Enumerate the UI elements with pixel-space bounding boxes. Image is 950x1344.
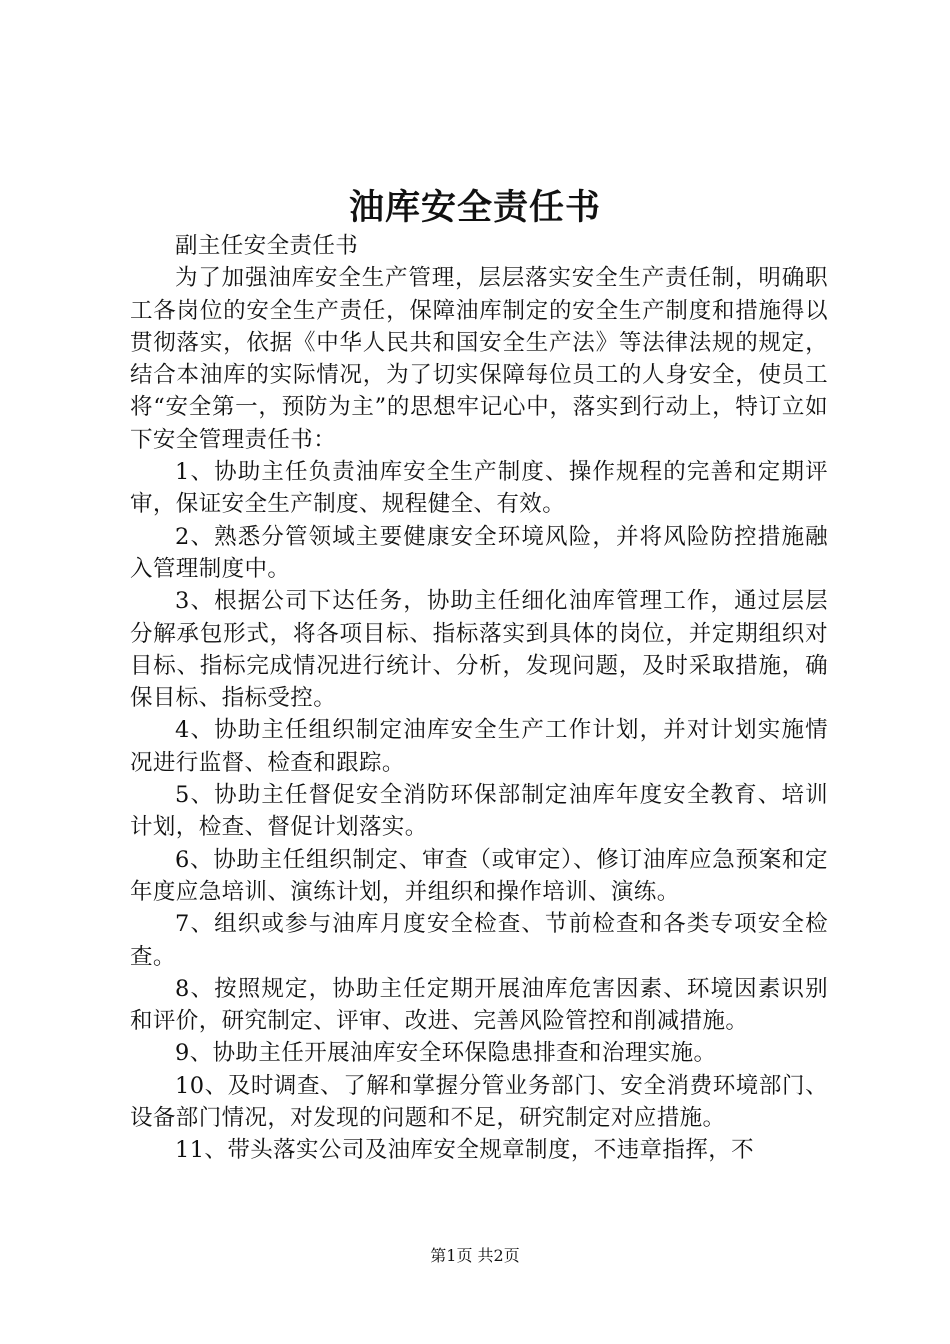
paragraph-item-6: 6、协助主任组织制定、审查（或审定）、修订油库应急预案和定年度应急培训、演练计划，并组织和操作培训、演练。	[130, 846, 828, 905]
paragraph-item-5: 5、协助主任督促安全消防环保部制定油库年度安全教育、培训计划，检查、督促计划落实。	[130, 782, 828, 841]
document-subtitle: 副主任安全责任书	[175, 233, 359, 259]
page-number: 第1页 共2页	[430, 1246, 520, 1265]
paragraph-item-2: 2、熟悉分管领域主要健康安全环境风险，并将风险防控措施融入管理制度中。	[130, 523, 828, 582]
document-title: 油库安全责任书	[348, 187, 601, 228]
paragraph-item-1: 1、协助主任负责油库安全生产制度、操作规程的完善和定期评审，保证安全生产制度、规程健全、有效。	[130, 459, 828, 518]
paragraph-item-7: 7、组织或参与油库月度安全检查、节前检查和各类专项安全检查。	[130, 911, 828, 970]
paragraph-item-11: 11、带头落实公司及油库安全规章制度，不违章指挥，不	[175, 1137, 755, 1164]
paragraph-item-3: 3、根据公司下达任务，协助主任细化油库管理工作，通过层层分解承包形式，将各项目标、指标落实到具体的岗位，并定期组织对目标、指标完成情况进行统计、分析，发现问题，及时采取措施，确保目标、指标受控。	[130, 588, 828, 712]
document-body	[130, 230, 828, 1167]
paragraph-item-10: 10、及时调查、了解和掌握分管业务部门、安全消费环境部门、设备部门情况，对发现的问题和不足，研究制定对应措施。	[130, 1072, 828, 1132]
paragraph-item-9: 9、协助主任开展油库安全环保隐患排查和治理实施。	[175, 1040, 717, 1067]
paragraph-item-8: 8、按照规定，协助主任定期开展油库危害因素、环境因素识别和评价，研究制定、评审、改进、完善风险管控和削减措施。	[130, 975, 828, 1035]
paragraph-intro: 为了加强油库安全生产管理，层层落实安全生产责任制，明确职工各岗位的安全生产责任，保障油库制定的安全生产制度和措施得以贯彻落实，依据《中华人民共和国安全生产法》等法律法规的规定，结合本油库的实际情况，为了切实保障每位员工的人身安全，使员工将“安全第一，预防为主”的思想牢记心中，落实到行动上，特订立如下安全管理责任书：	[130, 265, 828, 453]
paragraph-item-4: 4、协助主任组织制定油库安全生产工作计划，并对计划实施情况进行监督、检查和跟踪。	[130, 717, 828, 776]
